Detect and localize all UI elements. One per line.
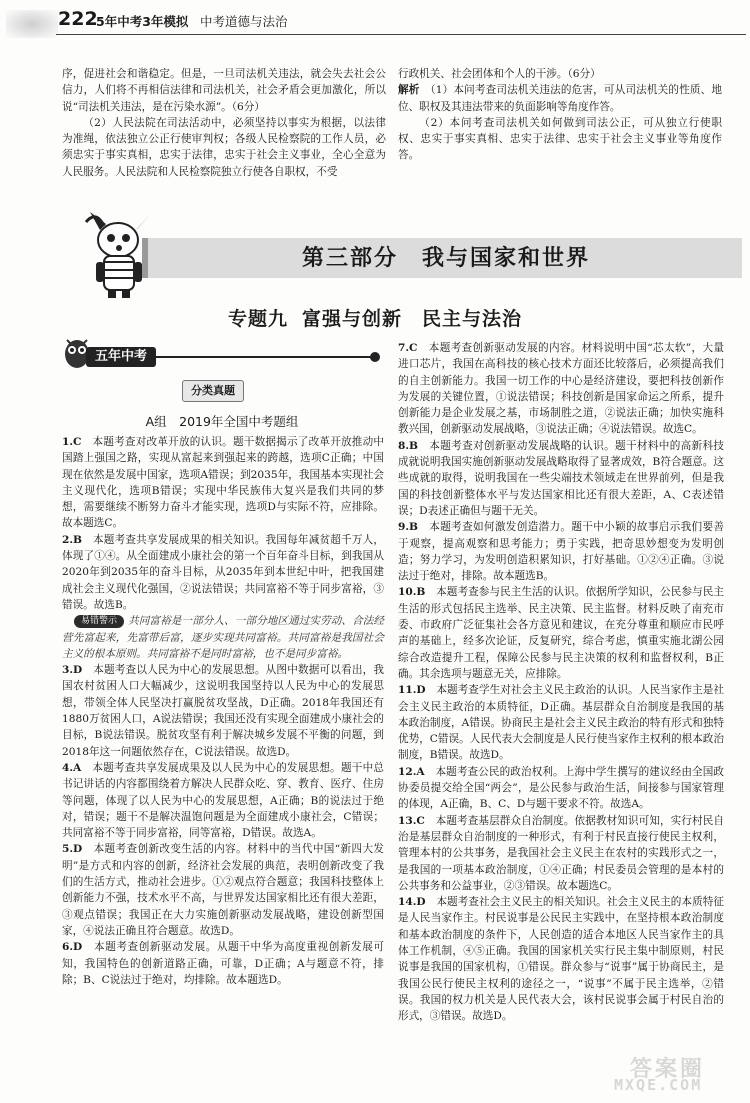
top-left-paragraph-1: 序，促进社会和谐稳定。但是，一旦司法机关违法，就会失去社会公信力，人们将不再相信法律和司法机关，社会矛盾会更加激化，所以说“司法机关违法，是在污染水源”。（6分） bbox=[62, 68, 386, 113]
answer-number: 5.D bbox=[62, 843, 83, 856]
part-banner bbox=[62, 206, 738, 298]
answer-text: 本题考查社会主义民主的相关知识。社会主义民主的本质特征是人民当家作主。村民说事是公民民主实践中，在坚持根本政治制度和基本政治制度的条件下，人民创造的适合本地区人民当家作主的具体工作机制，④⑤正确。我国的国家机关实行民主集中制原则，村民说事是我国的国家机构，①错误。群众参与“说事”属于协商民主，是我国公民行使民主权利的途径之一，“说事”不属于民主选举，②错误。我国的权力机关是人民代表大会，该村民说事会属于村民自治的形式，③错误。故选D。 bbox=[398, 896, 724, 1023]
answer-text: 本题考查创新改变生活的内容。材料中的当代中国“新四大发明”是方式和内容的创新，经济社会发展的典范，表明创新改变了我们的生活方式，推动社会进步。①②观点符合题意；我国科技整体上创新能力不强，技术水平不高，与世界发达国家相比还有很大差距，③观点错误；我国正在大力实施创新驱动发展战略，建设创新型国家，④说法正确且符合题意。故选D。 bbox=[62, 843, 385, 937]
page-header bbox=[0, 0, 750, 60]
answer-text: 本题考查创新驱动发展的内容。材料说明中国“芯太软”，大量进口芯片，我国在高科技的核心技术方面还比较落后，必须提高我们的自主创新能力。我国一切工作的中心是经济建设，要把科技创新作为发展的关键位置，①说法错误；科技创新是国家命运之所系，提升创新能力是企业发展之基，市场制胜之道，②说法正确；加快实施科教兴国，创新驱动发展战略，③说法正确；④说法错误。故选C。 bbox=[398, 342, 724, 436]
answer-number: 12.A bbox=[398, 765, 425, 778]
mascot-illustration bbox=[76, 210, 162, 298]
answer-item bbox=[62, 662, 384, 760]
answer-item bbox=[398, 894, 724, 1024]
answer-text: 本题考查公民的政治权利。上海中学生撰写的建议经由全国政协委员提交给全国“两会”，是公民参与政治生活，间接参与国家管理的体现，A正确，B、C、D与题干要求不符。故选A。 bbox=[398, 765, 725, 811]
header-rule bbox=[56, 34, 746, 35]
classified-questions-label: 分类真题 bbox=[182, 380, 244, 402]
answer-text: 本题考查对改革开放的认识。题干数据揭示了改革开放推动中国踏上强国之路，实现从富起来到强起来的跨越，选项C正确；中国现在依然是发展中国家，选项A错误；到2035年，我国基本实现社会主义现代化，选项B错误；实现中华民族伟大复兴是我们共同的梦想，需要继续不断努力奋斗才能实现，选项D与实际不符，应排除。故本题选C。 bbox=[62, 436, 384, 530]
group-heading: A组 2019年全国中考题组 bbox=[145, 414, 299, 429]
answer-text: 本题考查对创新驱动发展战略的认识。题干材料中的高新科技成就说明我国实施创新驱动发展战略取得了显著成效，B符合题意。这些成就的取得，说明我国在一些尖端技术领域走在世界前列，但是我国的科技创新整体水平与发达国家相比还有很大差距，A、C表述错误；D表述正确但与题干无关。 bbox=[398, 439, 725, 517]
top-right-paragraph-3: （2）本问考查司法机关如何做到司法公正，可从独立行使职权、忠实于事实真相、忠实于法律、忠实于社会主义事业等角度作答。 bbox=[398, 116, 722, 162]
watermark-line-2: MXQE.COM bbox=[614, 1076, 703, 1094]
answer-text: 本题考查学生对社会主义民主政治的认识。人民当家作主是社会主义民主政治的本质特征，D正确。基层群众自治制度是我国的基本政治制度，A错误。协商民主是社会主义民主政治的特有形式和独特优势，C错误。人民代表大会制度是人民行使当家作主权利的根本政治制度，B错误。故选D。 bbox=[398, 684, 724, 762]
answer-number: 9.B bbox=[398, 521, 419, 534]
bottom-left-column bbox=[62, 434, 384, 988]
error-tip-badge: 易错警示 bbox=[74, 615, 124, 628]
book-title: 5年中考3年模拟 bbox=[96, 14, 189, 29]
subject-title: 中考道德与法治 bbox=[200, 14, 288, 29]
answer-number: 14.D bbox=[398, 896, 426, 909]
answer-item bbox=[62, 841, 384, 939]
top-left-column bbox=[62, 66, 386, 180]
answer-item bbox=[62, 760, 384, 841]
answer-text: 本题考查参与民主生活的认识。依据所学知识，公民参与民主生活的形式包括民主选举、民主决策、民主监督。材料反映了南充市委、市政府广泛征集社会各方意见和建议，在充分尊重和顺应市民呼声的基础上，经多次论证，反复研究，综合考虑，慎重实施北湖公园综合改造提升工程，保障公民参与民主决策的权利和监督权利，B正确。其余选项与题意无关，应排除。 bbox=[398, 586, 725, 680]
topic-title bbox=[0, 304, 750, 331]
answer-text: 本题考查如何激发创造潜力。题干中小颖的故事启示我们要善于观察，提高观察和思考能力；勇于实践，把奇思妙想变为发明创造；努力学习，为发明创造积累知识，打好基础。①②④正确。③说法过于绝对，排除。故本题选B。 bbox=[398, 521, 725, 583]
answer-number: 13.C bbox=[398, 814, 425, 827]
answer-item bbox=[398, 764, 724, 813]
topic-name-1: 富强与创新 bbox=[301, 308, 402, 330]
section-rule bbox=[156, 356, 374, 358]
watermark bbox=[610, 1052, 742, 1096]
topic-name-2: 民主与法治 bbox=[422, 308, 523, 330]
answer-item bbox=[398, 340, 724, 438]
five-year-section-bar bbox=[62, 344, 382, 370]
top-right-column bbox=[398, 66, 722, 164]
answer-text: 本题考查创新驱动发展。从题干中华为高度重视创新发展可知，我国特色的创新道路正确，可靠，D正确；A与题意不符，排除；B、C说法过于绝对，均排除。故本题选D。 bbox=[62, 941, 385, 986]
answer-item bbox=[398, 519, 724, 584]
answer-number: 8.B bbox=[398, 439, 419, 452]
answer-item bbox=[398, 438, 724, 519]
answer-item bbox=[398, 813, 724, 894]
bottom-right-column bbox=[398, 340, 724, 1024]
answer-item bbox=[62, 434, 384, 532]
error-tip bbox=[62, 613, 384, 662]
analysis-label: 解析 bbox=[398, 84, 420, 97]
top-right-paragraph-1: 行政机关、社会团体和个人的干涉。（6分） bbox=[398, 68, 601, 80]
error-tip-text: 共同富裕是一部分人、一部分地区通过实劳动、合法经营先富起来，先富带后富，逐步实现共同富裕。共同富裕是我国社会主义的根本原则。共同富裕不是同时富裕，也不是同步富裕。 bbox=[62, 615, 384, 660]
page-number: 222 bbox=[58, 8, 98, 30]
topic-label: 专题九 bbox=[227, 308, 288, 330]
top-left-paragraph-2: （2）人民法院在司法活动中，必须坚持以事实为根据，以法律为准绳，依法独立公正行使审判权；各级人民检察院的工作人员，必须忠实于事实真相，忠实于法律，忠实于社会主义事业，全心全意为人民服务。人民法院和人民检察院独立行使各自职权，不受 bbox=[62, 116, 386, 178]
five-year-label: 五年中考 bbox=[86, 347, 156, 367]
answer-number: 7.C bbox=[398, 342, 418, 354]
answer-item bbox=[62, 939, 384, 988]
answer-number: 4.A bbox=[62, 761, 82, 774]
answer-number: 1.C bbox=[62, 436, 82, 448]
scan-blot bbox=[6, 10, 58, 38]
answer-text: 本题考查共享发展成果的相关知识。我国每年减贫超千万人，体现了①④。从全面建成小康社会的第一个百年奋斗目标，到我国从2020年到2035年的奋斗目标，从2035年到本世纪中叶，把我国建成社会主义现代化强国，②说法错误；共同富裕不等于同步富裕，③错误。故选B。 bbox=[62, 533, 385, 611]
answer-number: 6.D bbox=[62, 941, 83, 954]
answer-text: 本题考查基层群众自治制度。依据教材知识可知，实行村民自治是基层群众自治制度的一种形式，有利于村民直接行使民主权利，管理本村的公共事务，是我国社会主义民主在农村的实践形式之一，是我国的一项基本政治制度，①④正确；村民委员会管理的是本村的公共事务和公益事业，②③错误。故本题选C。 bbox=[398, 814, 725, 892]
watermark-line-1: 答案圈 bbox=[630, 1057, 706, 1082]
answer-number: 3.D bbox=[62, 664, 83, 677]
answer-item bbox=[398, 682, 724, 763]
answer-number: 11.D bbox=[398, 684, 426, 697]
analysis-text: （1）本问考查司法机关违法的危害，可从司法机关的性质、地位、职权及其违法带来的负面影响等角度作答。 bbox=[398, 84, 723, 113]
section-rule-end bbox=[370, 352, 380, 362]
answer-text: 本题考查以人民为中心的发展思想。从图中数据可以看出，我国农村贫困人口大幅减少，这说明我国坚持以人民为中心的发展思想，带领全体人民坚决打赢脱贫攻坚战，D正确。2018年我国还有1880万贫困人口，A说法错误；我国还没有实现全面建成小康社会的目标，B说法错误。脱贫攻坚有利于解决城乡发展不平衡的问题，到2018年这一问题依然存在，C说法错误。故选D。 bbox=[62, 664, 385, 758]
answer-item bbox=[398, 584, 724, 682]
analysis-paragraph bbox=[398, 82, 722, 115]
answer-text: 本题考查共享发展成果及以人民为中心的发展思想。题干中总书记讲话的内容都围绕着方解决人民群众吃、穿、教育、医疗、住房等问题，体现了以人民为中心的发展思想，A正确；B的说法过于绝对，错误；题干不是解决温饱问题是为全面建成小康社会，C错误；共同富裕不等于同步富裕，同等富裕，D错误。故选A。 bbox=[62, 761, 384, 840]
answer-number: 2.B bbox=[62, 533, 83, 546]
answer-item bbox=[62, 532, 384, 613]
answer-number: 10.B bbox=[398, 586, 426, 599]
part-title: 第三部分 我与国家和世界 bbox=[302, 246, 591, 271]
